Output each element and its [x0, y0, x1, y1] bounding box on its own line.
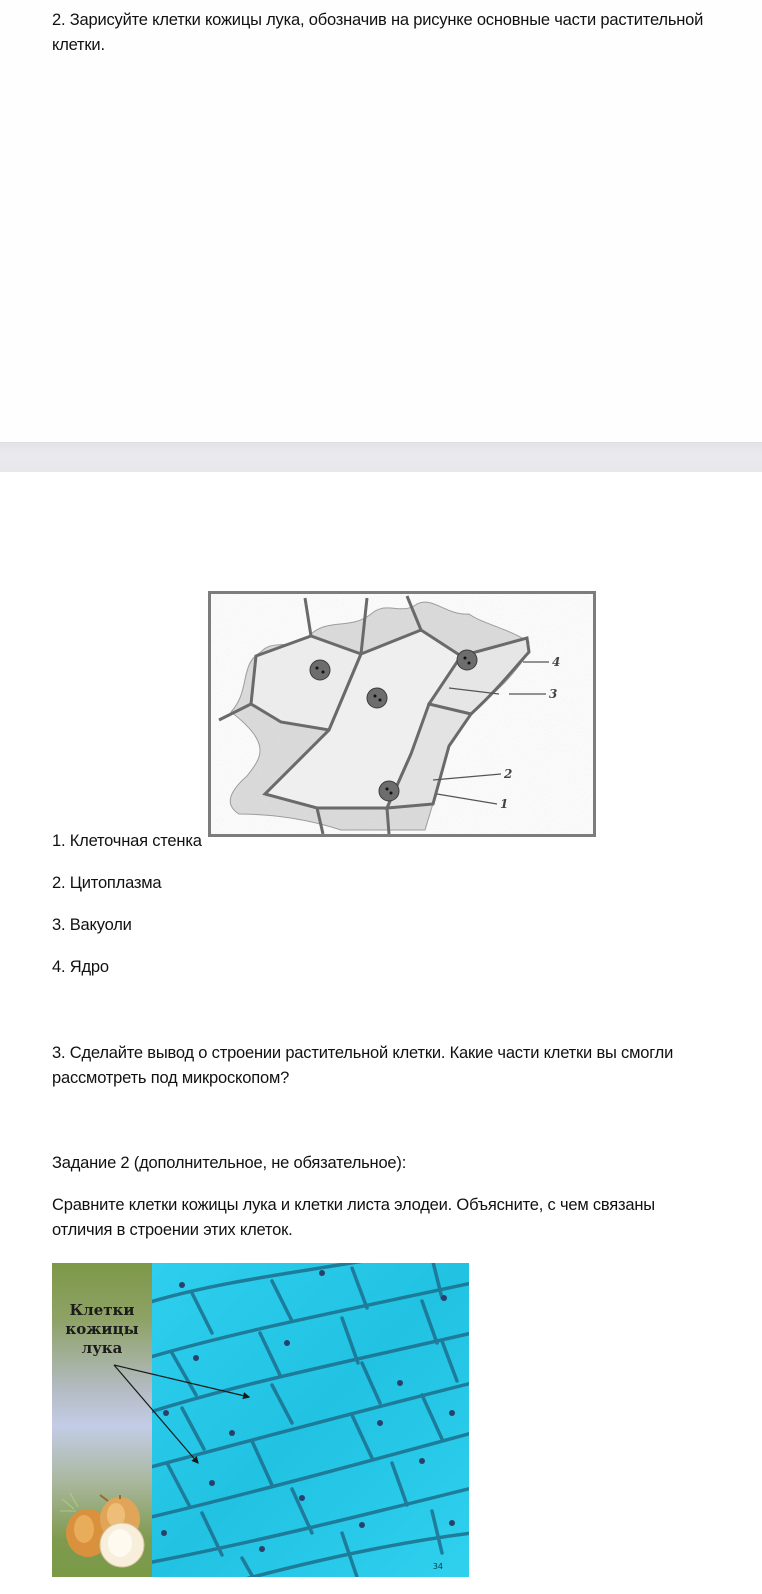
page-1: [0, 0, 762, 442]
caption-arrows: [52, 1263, 469, 1577]
extra-task-text: Сравните клетки кожицы лука и клетки листа элодеи. Объясните, с чем связаны отличия в строении этих клеток.: [52, 1196, 655, 1239]
legend-item-nucleus: 4. Ядро: [52, 958, 109, 976]
caption-line: Клетки: [69, 1301, 135, 1319]
arrow-icon: [114, 1365, 249, 1397]
callout-2: 2: [504, 767, 513, 781]
page-separator: [0, 442, 762, 473]
cell-diagram-drawing: [211, 594, 593, 834]
photo-page-number: 34: [432, 1562, 443, 1571]
arrow-icon: [114, 1365, 198, 1463]
task-3-instruction: 3. Сделайте вывод о строении растительной клетки. Какие части клетки вы смогли рассмотреть под микроскопом?: [52, 1044, 674, 1087]
legend-item-cell-wall: 1. Клеточная стенка: [52, 832, 202, 850]
cell-diagram-figure: [208, 591, 596, 837]
caption-line: лука: [81, 1339, 123, 1357]
callout-3: 3: [549, 687, 558, 701]
callout-1: 1: [500, 797, 509, 811]
callout-4: 4: [552, 655, 561, 669]
extra-task-title: Задание 2 (дополнительное, не обязательное):: [52, 1154, 407, 1172]
task-2-instruction: 2. Зарисуйте клетки кожицы лука, обозначив на рисунке основные части растительной клетки.: [52, 11, 704, 54]
caption-line: кожицы: [65, 1320, 139, 1338]
legend-item-vacuoles: 3. Вакуоли: [52, 916, 132, 934]
onion-cells-photo: [52, 1263, 469, 1577]
legend-item-cytoplasm: 2. Цитоплазма: [52, 874, 162, 892]
